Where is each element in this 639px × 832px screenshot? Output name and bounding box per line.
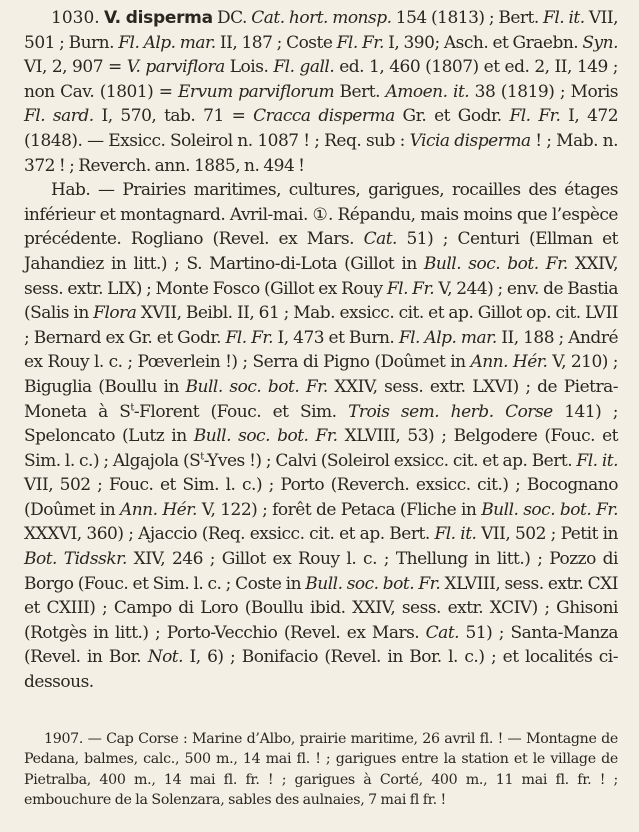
text-run: Lois. [224,57,274,78]
text-run: VI, 2, 907 = [24,57,127,78]
text-run: XXXVI, 360) ; Ajaccio (Req. exsicc. cit. et ap. Bert. [24,524,435,545]
citation-title: Ann. Hér. [470,352,548,373]
text-run: VII, 502 ; Fouc. et Sim. l. c.) ; Porto (Reverch. exsicc. cit.) ; Bocognano (Doûmet in [24,475,618,520]
citation-title: Fl. Fr. [509,106,561,127]
text-run: VII, 502 ; Petit in [476,524,618,545]
citation-title: Bull. soc. bot. Fr. [185,376,328,397]
citation-title: Syn. [582,32,619,53]
text-run: ! ; Mab. n. 372 ! ; Reverch. ann. 1885, n. 494 ! [24,130,619,176]
citation-title: Ervum parviflorum [178,81,335,102]
text-run: XVII, Beibl. II, 61 ; Mab. exsicc. cit. et ap. Gillot op. cit. LVII ; Bernard ex Gr. et Godr. [24,303,618,348]
citation-title: Trois sem. herb. Corse [348,401,553,422]
text-run: V, 210) ; Biguglia (Boullu in [24,352,618,397]
text-run: 51) ; Santa-Manza (Revel. in Bor. [24,622,618,668]
habitat-paragraph [24,178,618,694]
citation-title: Fl. Alp. mar. [118,32,216,53]
citation-title: Ann. Hér. [119,499,197,520]
citation-title: Amoen. it. [385,81,470,102]
citation-title: Bot. Tidsskr. [24,549,127,570]
citation-title: Bull. soc. bot. Fr. [193,426,338,447]
text-run: Hab. — Prairies maritimes, cultures, garigues, rocailles des étages inférieur et montagnard. Avril-mai. ①. Répandu, mais moins que l’espèce précédente. Rogliano (Revel. ex Mars. [24,180,618,250]
text-run: 141) ; Speloncato (Lutz in [24,401,618,447]
text-run: -Florent (Fouc. et Sim. [133,401,349,422]
nomenclature-paragraph [24,6,618,178]
citation-title: Vicia disperma [409,130,531,151]
text-run: XLVIII, 53) ; Belgodere (Fouc. et Sim. l. c.) ; Algajola (S [24,426,619,471]
text-run: I, 472 (1848). — Exsicc. Soleirol n. 1087 ! ; Req. sub : [24,106,619,151]
text-run: ed. 1, 460 (1807) et ed. 2, II, 149 ; non Cav. (1801) = [24,57,618,102]
text-run: 154 (1813) ; Bert. [391,8,544,28]
species-name: V. disperma [103,8,213,28]
text-run: XXIV, sess. extr. LIX) ; Monte Fosco (Gillot ex Rouy [24,253,618,299]
citation-title: V. parviflora [126,57,225,78]
text-run: DC. [212,8,252,28]
text-run: I, 6) ; Bonifacio (Revel. in Bor. l. c.) ; et localités ci-dessous. [24,647,618,693]
habitat-text [24,180,618,692]
citation-title: Fl. Fr. [386,278,435,299]
superscript: t [200,451,204,463]
text-run: -Yves !) ; Calvi (Soleirol exsicc. cit. et ap. Bert. [203,450,577,471]
observations-paragraph: 1907. — Cap Corse : Marine d’Albo, prairie maritime, 26 avril fl. ! — Montagne de Pedana, balmes, calc., 500 m., 14 mai fl. ! ; garigues entre la station et le village de Pietralba, 400 m., 14 mai fl. fr. ! ; garigues à Corté, 400 m., 11 mai fl. fr. ! ; embouchure de la Solenzara, sables des aulnaies, 7 mai fl fr. ! [24,731,618,809]
citation-title: Cracca disperma [253,106,395,127]
nomenclature-text [24,8,618,176]
text-run: XIV, 246 ; Gillot ex Rouy l. c. ; Thellung in litt.) ; Pozzo di Borgo (Fouc. et Sim. l. c. ; Coste in [24,549,618,594]
citation-title: Cat. [425,622,460,643]
text-run: Bert. [334,81,386,102]
entry-number: 1030. [51,8,100,28]
citation-title: Flora [93,303,137,324]
observations-block [24,729,618,811]
text-run: I, 570, tab. 71 = [93,106,254,127]
citation-title: Cat. [363,229,397,250]
citation-title: Fl. Fr. [336,32,384,53]
text-run: VII, 501 ; Burn. [24,8,619,53]
text-run: 51) ; Centuri (Ellman et Jahandiez in litt.) ; S. Martino-di-Lota (Gillot in [24,229,618,274]
citation-title: Fl. it. [434,524,477,545]
citation-title: Cat. hort. monsp. [251,8,392,28]
citation-title: Fl. sard. [24,106,94,127]
citation-title: Fl. it. [576,450,619,471]
text-run: 38 (1819) ; Moris [469,81,618,102]
text-run: V, 244) ; env. de Bastia (Salis in [24,278,618,324]
text-run: XXIV, sess. extr. LXVI) ; de Pietra-Moneta à S [24,376,619,422]
text-run: II, 187 ; Coste [215,32,337,53]
citation-title: Bull. soc. bot. Fr. [305,573,441,594]
superscript: t [130,401,134,413]
text-run: Gr. et Godr. [394,106,510,127]
citation-title: Bull. soc. bot. Fr. [481,499,619,520]
text-run: I, 390; Asch. et Graebn. [383,32,583,53]
text-run: I, 473 et Burn. [273,327,399,348]
citation-title: Fl. it. [543,8,585,28]
species-entry [24,6,618,695]
text-run: V, 122) ; forêt de Petaca (Fliche in [196,499,482,520]
text-run: XLVIII, sess. extr. CXI et CXIII) ; Campo di Loro (Boullu ibid. XXIV, sess. extr. XCIV) ; Ghisoni (Rotgès in litt.) ; Porto-Vecchio (Revel. ex Mars. [24,573,618,643]
citation-title: Bull. soc. bot. Fr. [423,253,568,274]
citation-title: Fl. Fr. [225,327,274,348]
citation-title: Fl. Alp. mar. [398,327,497,348]
text-run: II, 188 ; André ex Rouy l. c. ; Pœverlein !) ; Serra di Pigno (Doûmet in [24,327,619,373]
citation-title: Not. [147,647,184,668]
citation-title: Fl. gall. [273,57,335,78]
